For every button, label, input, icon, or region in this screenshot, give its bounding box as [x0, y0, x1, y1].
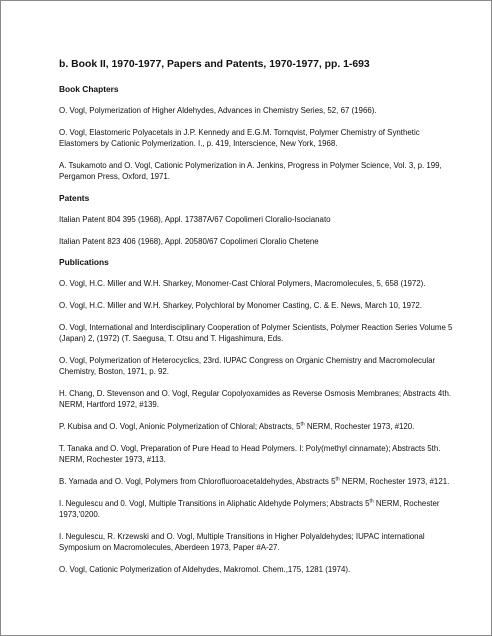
entry-text: NERM, Rochester 1973, #120.	[304, 421, 415, 431]
patent-entry: Italian Patent 823 406 (1968), Appl. 20580/67 Copolimeri Cloralio Chetene	[59, 236, 319, 246]
publications-heading: Publications	[59, 257, 109, 268]
book-chapters-heading: Book Chapters	[59, 84, 119, 94]
publication-entry: H. Chang, D. Stevenson and O. Vogl, Regular Copolyoxamides as Reverse Osmosis Membranes; Abstracts 4th. NERM, Hartford 1972, #139.	[59, 388, 452, 410]
entry-text: NERM, Rochester 1973,'0200.	[59, 498, 440, 519]
publication-entry: O. Vogl, H.C. Miller and W.H. Sharkey, Monomer-Cast Chloral Polymers, Macromolecules, 5, 658 (1972).	[59, 279, 426, 289]
ordinal-suffix: th	[335, 476, 340, 483]
book-chapter-entry: O. Vogl, Elastomeric Polyacetals in J.P. Kennedy and E.G.M. Tornqvist, Polymer Chemistry of Synthetic Elastomers by Cationic Polymerization. I., p. 419, Interscience, New York, 1968.	[59, 127, 420, 148]
book-chapter-entry: A. Tsukamoto and O. Vogl, Cationic Polymerization in A. Jenkins, Progress in Polymer Science, Vol. 3, p. 199, Pergamon Press, Oxford, 1971.	[59, 160, 442, 181]
publication-entry: O. Vogl, Polymerization of Heterocyclics, 23rd. IUPAC Congress on Organic Chemistry and Macromolecular Chemistry, Boston, 1971, p. 92.	[59, 355, 436, 377]
document-body	[59, 58, 459, 585]
patents-heading: Patents	[59, 192, 90, 203]
publication-entry	[59, 498, 459, 520]
publication-entry: O. Vogl, International and Interdisciplinary Cooperation of Polymer Scientists, Polymer Reaction Series Volume 5 (Japan) 2, (1972) (T. Saegusa, T. Otsu and T. Higashimura, Eds.	[59, 322, 453, 344]
entry-text: B. Yamada and O. Vogl, Polymers from Chlorofluoroacetaldehydes, Abstracts 5	[59, 476, 336, 486]
ordinal-suffix: th	[300, 421, 305, 428]
publication-entry: I. Negulescu, R. Krzewski and O. Vogl, Multiple Transitions in Higher Polyaldehydes; IUPAC international Symposium on Macromolecules, Aberdeen 1973, Paper #A-27.	[59, 531, 425, 552]
ordinal-suffix: th	[369, 497, 374, 504]
publication-entry: O. Vogl, Cationic Polymerization of Aldehydes, Makromol. Chem.,175, 1281 (1974).	[59, 564, 351, 574]
entry-text: P. Kubisa and O. Vogl, Anionic Polymerization of Chloral; Abstracts, 5	[59, 421, 301, 431]
publication-entry: O. Vogl, H.C. Miller and W.H. Sharkey, Polychloral by Monomer Casting, C. & E. News, March 10, 1972.	[59, 301, 422, 311]
publication-entry	[59, 421, 459, 432]
section-title: b. Book II, 1970-1977, Papers and Patents, 1970-1977, pp. 1-693	[59, 59, 370, 70]
publication-entry: T. Tanaka and O. Vogl, Preparation of Pure Head to Head Polymers. I: Poly(methyl cinnamate); Abstracts 5th. NERM, Rochester 1973, #113.	[59, 443, 441, 464]
publication-entry	[59, 476, 459, 487]
entry-text: I. Negulescu and 0. Vogl, Multiple Transitions in Aliphatic Aldehyde Polymers; Abstracts 5	[59, 498, 370, 508]
book-chapter-entry: O. Vogl, Polymerization of Higher Aldehydes, Advances in Chemistry Series, 52, 67 (1966).	[59, 106, 377, 115]
patent-entry: Italian Patent 804 395 (1968), Appl. 17387A/67 Copolimeri Cloralio-Isocianato	[59, 214, 331, 224]
entry-text: NERM, Rochester 1973, #121.	[339, 476, 450, 486]
